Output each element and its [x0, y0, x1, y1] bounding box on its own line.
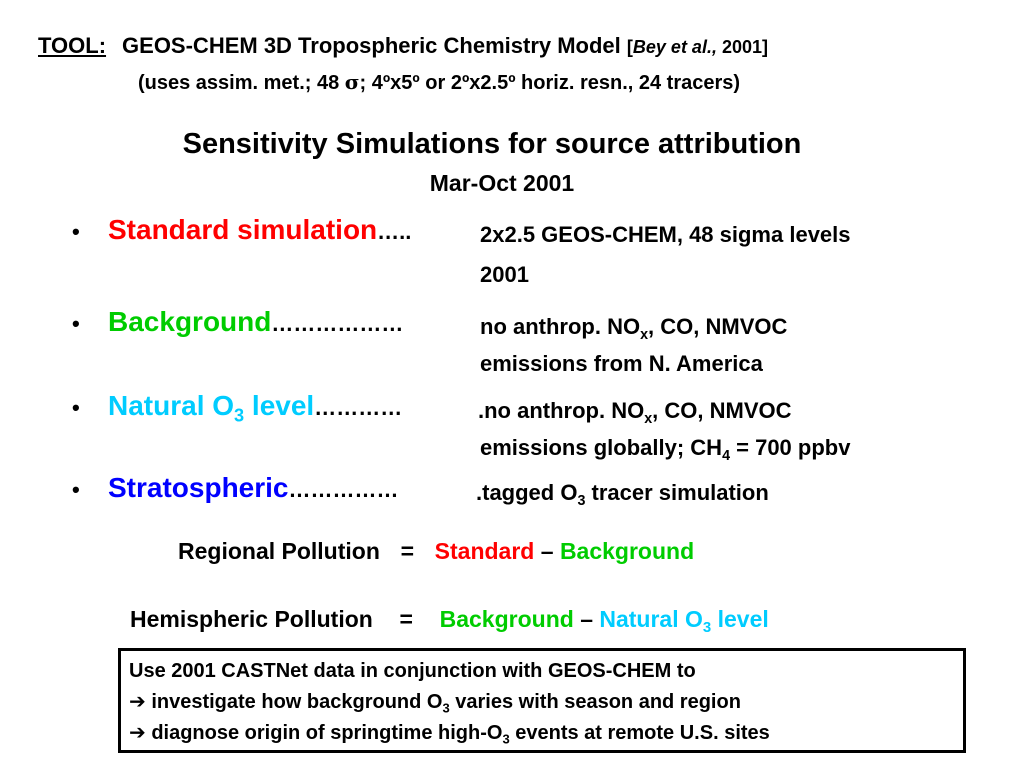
minus-sign: – [580, 606, 593, 632]
tool-header [38, 33, 768, 59]
term-standard: Standard [434, 538, 535, 564]
sim-background-label: Background……………… [108, 306, 404, 337]
sim-background-desc: no anthrop. $NO_x$, CO, NMVOC emissions from N. America [480, 314, 788, 376]
equation-lhs: Regional Pollution [178, 538, 380, 564]
arrow-right-icon: ➔ [129, 722, 146, 744]
reference: [Bey et al., 2001] [626, 37, 769, 57]
box-item: ➔ diagnose origin of springtime high-$O_3$ events at remote U.S. sites [129, 722, 770, 747]
minus-sign: – [540, 538, 554, 564]
arrow-right-icon: ➔ [129, 691, 146, 713]
sim-natural-o3-label: Natural $O_3$ level………… [108, 390, 403, 426]
box-item: ➔ investigate how background $O_3$ varies with season and region [129, 691, 741, 716]
sim-stratospheric-desc: .tagged $O_3$ tracer simulation [476, 480, 769, 509]
tool-label: TOOL: [38, 33, 107, 58]
sigma-symbol: σ [344, 70, 360, 94]
leader-dots: ………… [314, 395, 403, 420]
bullet-marker: • [72, 311, 80, 336]
sim-natural-o3-desc: .no anthrop. $NO_x$, CO, NMVOC emissions globally; $CH_4 = 700$ ppbv [478, 398, 851, 464]
equation-lhs: Hemispheric Pollution [130, 606, 373, 632]
bullet-marker: • [72, 395, 80, 420]
bullet-marker: • [72, 477, 80, 502]
box-intro: Use 2001 CASTNet data in conjunction with GEOS-CHEM to [129, 660, 696, 682]
term-background: Background [439, 606, 574, 632]
leader-dots: ….. [377, 219, 412, 244]
term-natural-o3: Natural $O_3$ level [599, 606, 769, 637]
reference-year: 2001] [721, 37, 769, 57]
term-background: Background [559, 538, 695, 564]
sim-standard-desc: 2x2.5 GEOS-CHEM, 48 sigma levels 2001 [480, 222, 851, 287]
equals-sign: = [399, 606, 413, 632]
regional-pollution-equation [178, 538, 694, 565]
sim-standard-label: Standard simulation….. [108, 214, 412, 245]
hemispheric-pollution-equation [130, 606, 769, 637]
leader-dots: …………… [288, 477, 399, 502]
castnet-objectives-box [118, 648, 966, 753]
tool-details: (uses assim. met.; 48 σ; 4ºx5º or 2ºx2.5º horiz. resn., 24 tracers) [138, 70, 741, 94]
slide-subtitle: Mar-Oct 2001 [429, 170, 575, 196]
bullet-marker: • [72, 219, 80, 244]
equals-sign: = [400, 538, 414, 564]
tool-title: GEOS-CHEM 3D Tropospheric Chemistry Model [122, 33, 621, 58]
reference-authors: Bey et al., [632, 37, 717, 57]
slide-title: Sensitivity Simulations for source attribution [182, 128, 802, 160]
leader-dots: ……………… [271, 311, 404, 336]
sim-stratospheric-label: Stratospheric…………… [108, 472, 399, 503]
